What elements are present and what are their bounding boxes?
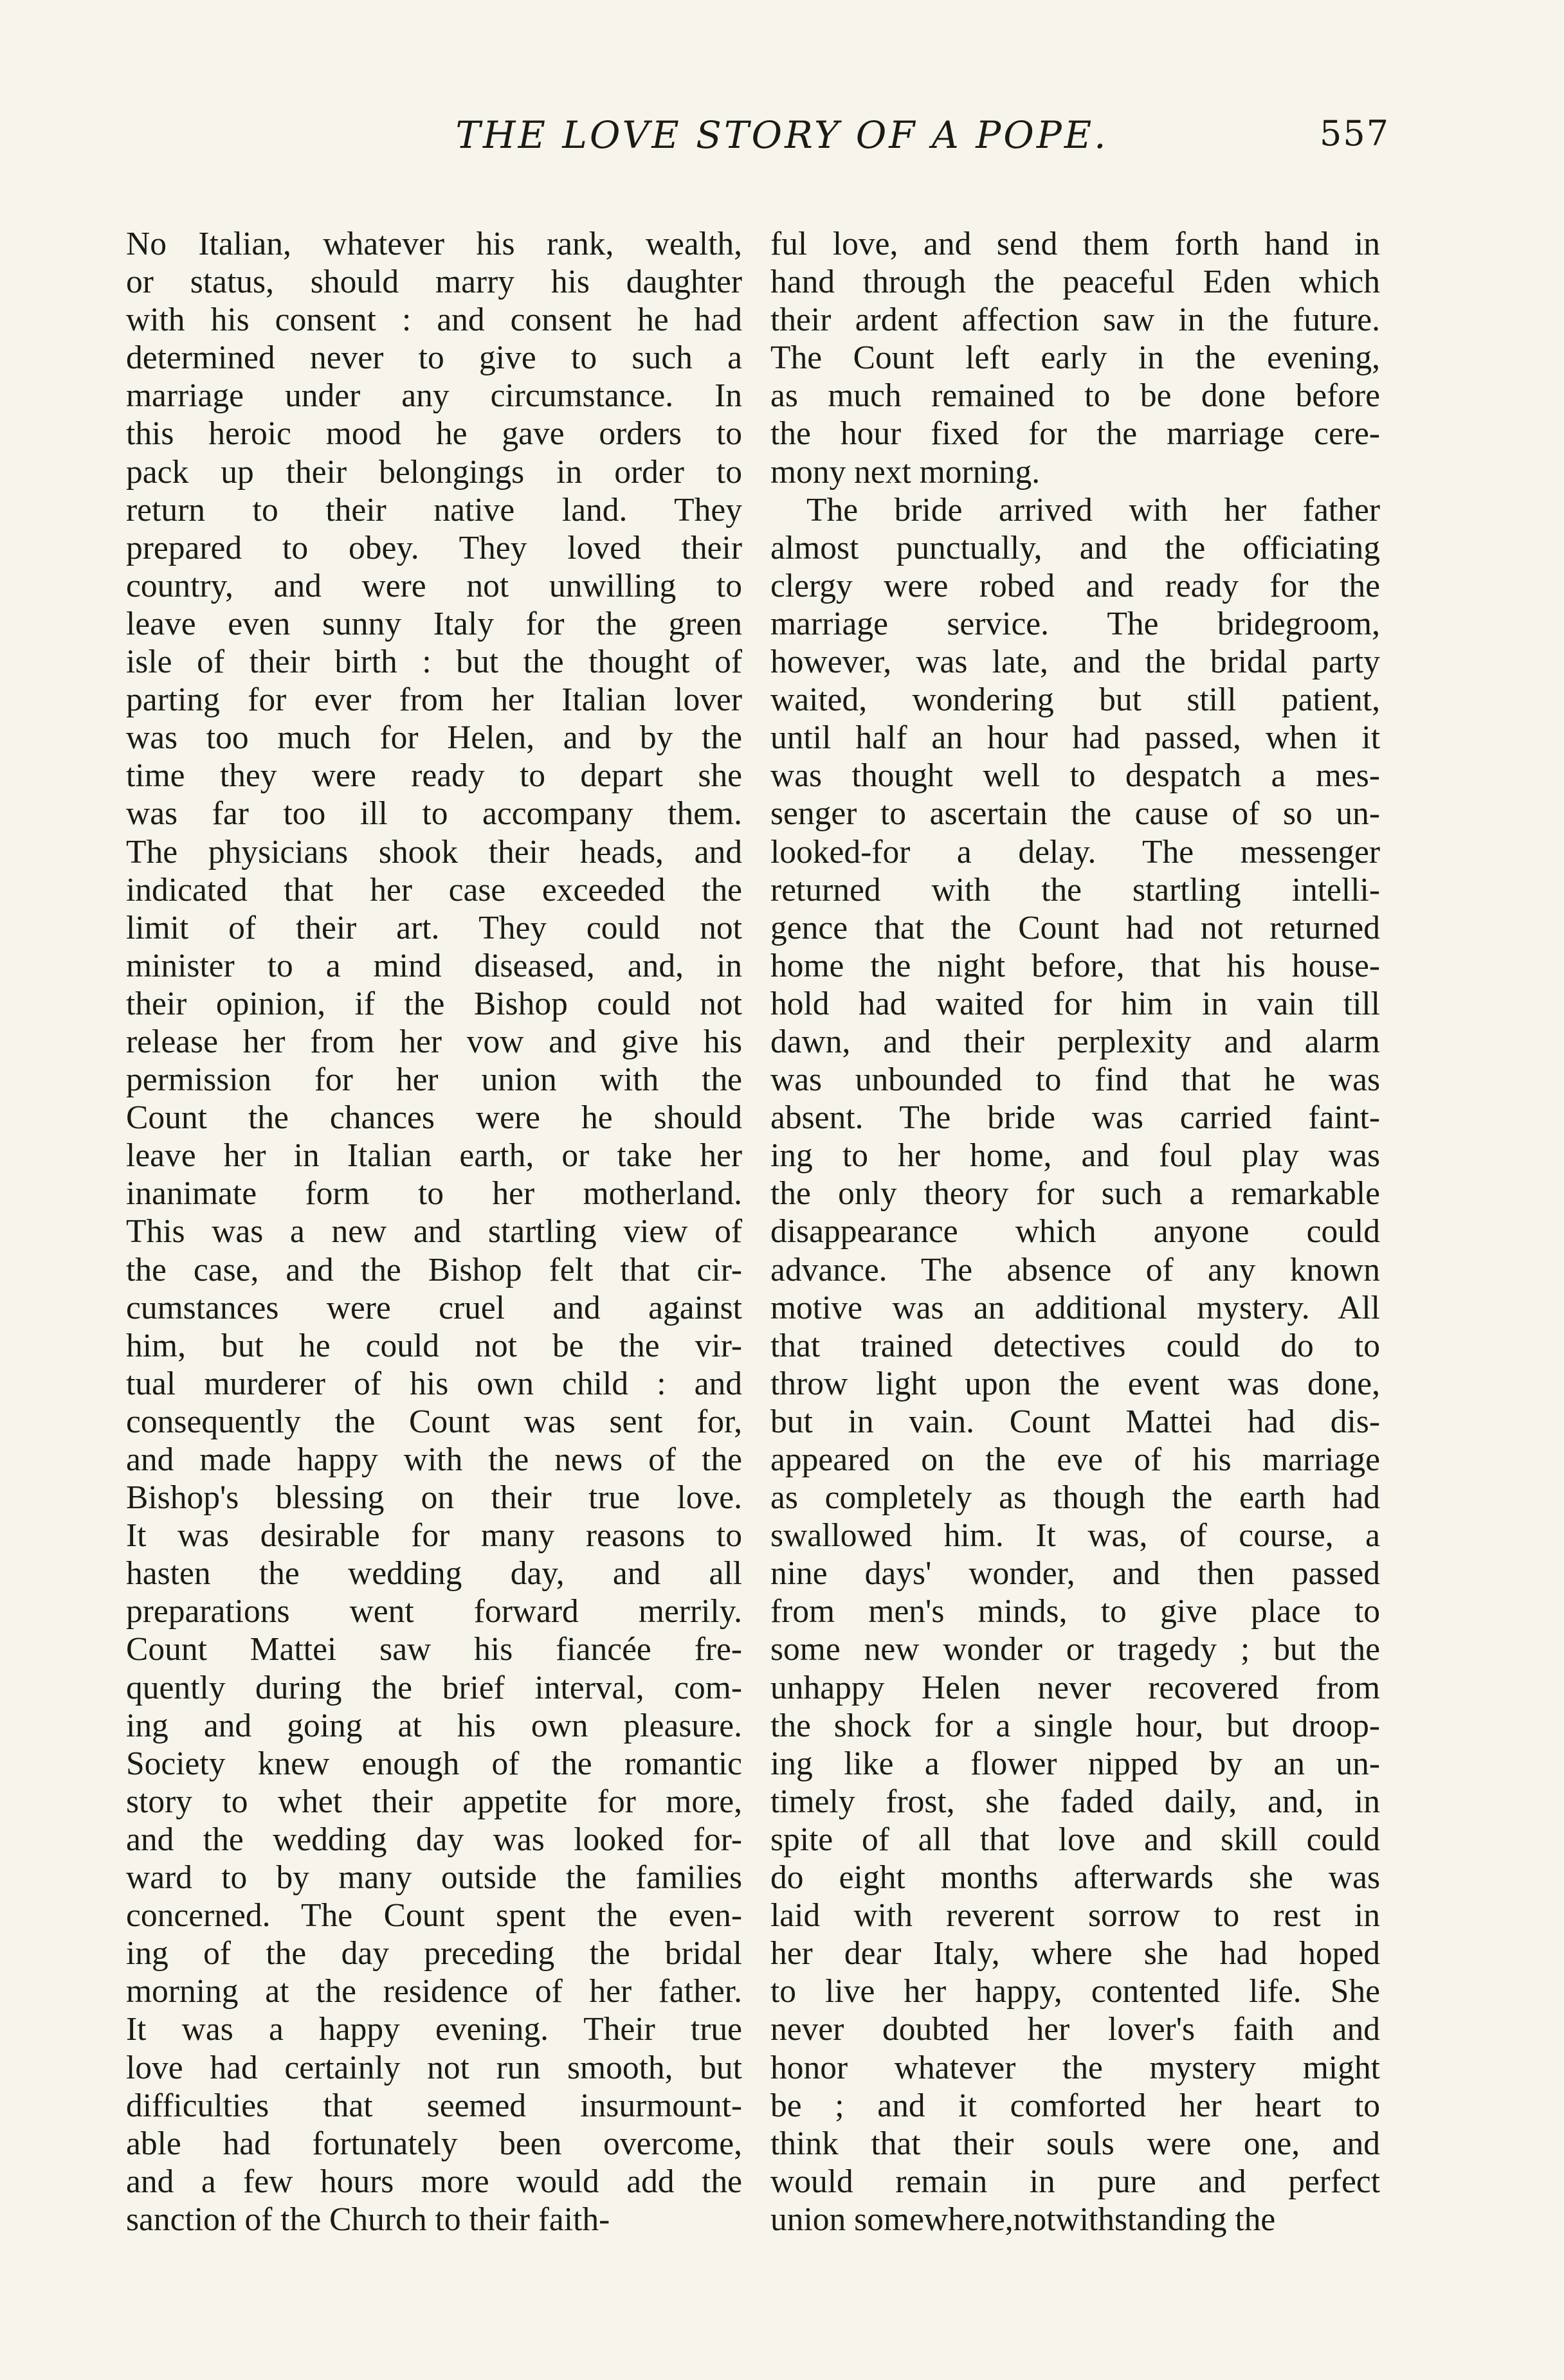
text-line: parting for ever from her Italian lover: [126, 681, 742, 719]
text-line: motive was an additional mystery. All: [770, 1289, 1380, 1326]
text-line: hand through the peaceful Eden which: [770, 264, 1380, 301]
text-line: think that their souls were one, and: [770, 2125, 1380, 2162]
text-line: ing to her home, and foul play was: [770, 1137, 1380, 1175]
text-line: concerned. The Count spent the even-: [126, 1897, 742, 1934]
text-line: do eight months afterwards she was: [770, 1859, 1380, 1897]
text-line: cumstances were cruel and against: [126, 1289, 742, 1326]
text-line: leave her in Italian earth, or take her: [126, 1137, 742, 1175]
text-line: quently during the brief interval, com-: [126, 1669, 742, 1706]
text-line: isle of their birth : but the thought of: [126, 644, 742, 681]
text-line: would remain in pure and perfect: [770, 2163, 1380, 2200]
text-line: sanction of the Church to their faith-: [126, 2201, 610, 2238]
text-line: that trained detectives could do to: [770, 1327, 1380, 1364]
text-line: Count the chances were he should: [126, 1099, 742, 1137]
text-line: until half an hour had passed, when it: [770, 719, 1380, 757]
text-line: The Count left early in the evening,: [770, 339, 1380, 377]
text-line: some new wonder or tragedy ; but the: [770, 1631, 1380, 1668]
text-line: and a few hours more would add the: [126, 2163, 742, 2200]
text-line: limit of their art. They could not: [126, 909, 742, 946]
text-line: hold had waited for him in vain till: [770, 985, 1380, 1022]
text-line: ing like a flower nipped by an un-: [770, 1745, 1380, 1782]
text-line: No Italian, whatever his rank, wealth,: [126, 226, 742, 262]
text-line: returned with the startling intelli-: [770, 871, 1380, 908]
text-line: was thought well to despatch a mes-: [770, 757, 1380, 795]
text-line: laid with reverent sorrow to rest in: [770, 1897, 1380, 1934]
text-line: preparations went forward merrily.: [126, 1593, 742, 1630]
text-line: be ; and it comforted her heart to: [770, 2087, 1380, 2124]
text-line: their ardent affection saw in the future.: [770, 302, 1380, 339]
text-line: It was a happy evening. Their true: [126, 2011, 742, 2048]
text-line: determined never to give to such a: [126, 339, 742, 377]
text-line: as completely as though the earth had: [770, 1479, 1380, 1517]
text-line: story to whet their appetite for more,: [126, 1783, 742, 1820]
text-line: clergy were robed and ready for the: [770, 567, 1380, 604]
text-line: This was a new and startling view of: [126, 1213, 742, 1250]
left-column: [126, 225, 742, 2239]
text-line: permission for her union with the: [126, 1061, 742, 1099]
text-line: indicated that her case exceeded the: [126, 871, 742, 908]
text-line: however, was late, and the bridal party: [770, 644, 1380, 681]
text-line: or status, should marry his daughter: [126, 264, 742, 301]
text-line: The physicians shook their heads, and: [126, 833, 742, 870]
text-line: and the wedding day was looked for-: [126, 1821, 742, 1858]
text-line: union somewhere,notwithstanding the: [770, 2201, 1276, 2238]
text-line: unhappy Helen never recovered from: [770, 1669, 1380, 1706]
text-line: inanimate form to her motherland.: [126, 1175, 742, 1213]
text-line: the only theory for such a remarkable: [770, 1175, 1380, 1213]
text-line: disappearance which anyone could: [770, 1213, 1380, 1250]
text-line: senger to ascertain the cause of so un-: [770, 795, 1380, 833]
text-line: swallowed him. It was, of course, a: [770, 1517, 1380, 1555]
text-line: ward to by many outside the families: [126, 1859, 742, 1897]
text-line: dawn, and their perplexity and alarm: [770, 1023, 1380, 1060]
text-line: leave even sunny Italy for the green: [126, 605, 742, 642]
text-line: timely frost, she faded daily, and, in: [770, 1783, 1380, 1820]
text-line: was unbounded to find that he was: [770, 1061, 1380, 1099]
text-line: pack up their belongings in order to: [126, 453, 742, 491]
text-line: Society knew enough of the romantic: [126, 1745, 742, 1782]
text-line: The bride arrived with her father: [806, 491, 1380, 528]
page-number: 557: [1320, 113, 1390, 154]
text-line: tual murderer of his own child : and: [126, 1365, 742, 1402]
text-line: waited, wondering but still patient,: [770, 681, 1380, 719]
text-line: the shock for a single hour, but droop-: [770, 1707, 1380, 1744]
text-line: country, and were not unwilling to: [126, 567, 742, 604]
text-line: this heroic mood he gave orders to: [126, 415, 742, 453]
text-line: the case, and the Bishop felt that cir-: [126, 1251, 742, 1288]
text-line: the hour fixed for the marriage cere-: [770, 415, 1380, 453]
text-line: return to their native land. They: [126, 491, 742, 528]
text-line: as much remained to be done before: [770, 377, 1380, 415]
text-line: Count Mattei saw his fiancée fre-: [126, 1631, 742, 1668]
text-line: him, but he could not be the vir-: [126, 1327, 742, 1364]
text-line: love had certainly not run smooth, but: [126, 2049, 742, 2086]
text-line: nine days' wonder, and then passed: [770, 1555, 1380, 1592]
text-line: spite of all that love and skill could: [770, 1821, 1380, 1858]
text-line: release her from her vow and give his: [126, 1023, 742, 1060]
text-line: their opinion, if the Bishop could not: [126, 985, 742, 1022]
text-line: Bishop's blessing on their true love.: [126, 1479, 742, 1517]
text-line: almost punctually, and the officiating: [770, 529, 1380, 566]
text-line: advance. The absence of any known: [770, 1251, 1380, 1288]
text-line: gence that the Count had not returned: [770, 909, 1380, 946]
text-line: with his consent : and consent he had: [126, 302, 742, 339]
text-line: marriage service. The bridegroom,: [770, 605, 1380, 642]
right-column: [770, 225, 1380, 2239]
text-line: throw light upon the event was done,: [770, 1365, 1380, 1402]
text-line: her dear Italy, where she had hoped: [770, 1935, 1380, 1972]
text-line: able had fortunately been overcome,: [126, 2125, 742, 2162]
text-line: was too much for Helen, and by the: [126, 719, 742, 757]
text-line: absent. The bride was carried faint-: [770, 1099, 1380, 1137]
text-line: ing of the day preceding the bridal: [126, 1935, 742, 1972]
text-line: appeared on the eve of his marriage: [770, 1441, 1380, 1478]
text-line: was far too ill to accompany them.: [126, 795, 742, 833]
text-line: and made happy with the news of the: [126, 1441, 742, 1478]
text-line: hasten the wedding day, and all: [126, 1555, 742, 1592]
text-line: mony next morning.: [770, 453, 1041, 491]
text-line: honor whatever the mystery might: [770, 2049, 1380, 2086]
text-line: home the night before, that his house-: [770, 947, 1380, 984]
text-line: difficulties that seemed insurmount-: [126, 2087, 742, 2124]
text-line: ing and going at his own pleasure.: [126, 1707, 742, 1744]
text-line: consequently the Count was sent for,: [126, 1403, 742, 1440]
text-line: minister to a mind diseased, and, in: [126, 947, 742, 984]
running-title: THE LOVE STORY OF A POPE.: [455, 113, 1109, 157]
text-line: ful love, and send them forth hand in: [770, 226, 1380, 262]
text-line: time they were ready to depart she: [126, 757, 742, 795]
text-line: marriage under any circumstance. In: [126, 377, 742, 415]
text-line: to live her happy, contented life. She: [770, 1973, 1380, 2010]
text-line: looked-for a delay. The messenger: [770, 833, 1380, 870]
text-line: never doubted her lover's faith and: [770, 2011, 1380, 2048]
text-line: morning at the residence of her father.: [126, 1973, 742, 2010]
text-line: It was desirable for many reasons to: [126, 1517, 742, 1555]
text-line: from men's minds, to give place to: [770, 1593, 1380, 1630]
text-line: but in vain. Count Mattei had dis-: [770, 1403, 1380, 1440]
text-line: prepared to obey. They loved their: [126, 529, 742, 566]
